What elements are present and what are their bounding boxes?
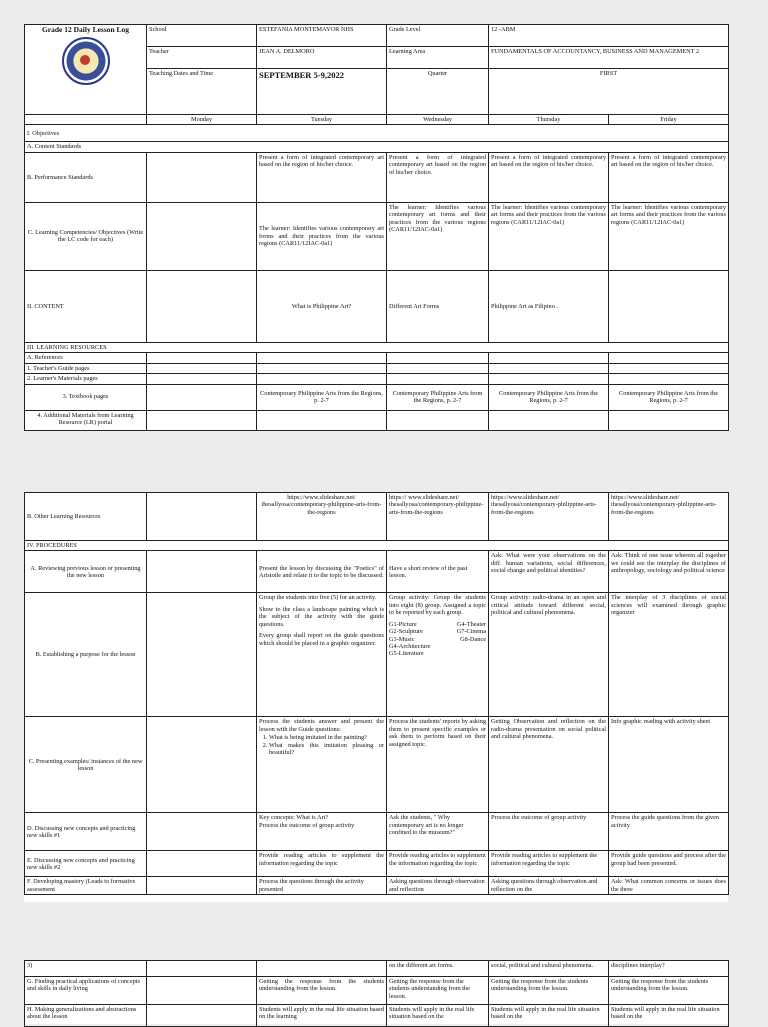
dates-value: SEPTEMBER 5-9,2022	[257, 69, 387, 115]
procedure-d-friday: Process the guide questions from the given activity	[609, 813, 729, 851]
procedure-a-label: A. Reviewing previous lesson or presenting the new lesson	[25, 551, 147, 593]
resource-link: https://www.slideshare.net/ thesallyosa/contemporary-philippine-arts-from-the-regions	[257, 493, 387, 541]
d-tue-line: Process the outcome of group activity	[259, 821, 355, 829]
group-item: G7-Cinema	[456, 628, 486, 636]
content-standards-heading: A. Content Standards	[25, 142, 729, 152]
cell	[147, 813, 257, 851]
b-wed-line: Group activity: Group the students into eight (8) group. Assigned a topic to be reported by each group.	[389, 594, 486, 617]
cell	[147, 977, 257, 1005]
dates-label: Teaching Dates and Time	[147, 69, 257, 115]
cell	[147, 851, 257, 877]
resources-heading: III. LEARNING RESOURCES	[25, 342, 729, 352]
day-header: Friday	[609, 115, 729, 125]
group-item: G4-Theater	[456, 620, 486, 628]
procedure-c-friday: Info graphic reading with activity sheet	[609, 717, 729, 813]
procedure-f-wednesday: Asking questions through observation and reflection	[387, 877, 489, 895]
group-item: G1-Picture	[389, 620, 417, 628]
d-tue-line: Key concepts: What is Art?	[259, 814, 329, 822]
textbook-text: Contemporary Philippine Arts from the Regions, p. 2-7	[387, 384, 489, 410]
guide-question: 2. What makes this imitation pleasing or beautiful?	[269, 742, 384, 757]
performance-text: Present a form of integrated contemporary art based on the region of his/her choice.	[387, 152, 489, 202]
procedure-h-thursday: Students will apply in the real life situation based on the	[489, 1005, 609, 1027]
group-item: G2-Sculpture	[389, 628, 423, 636]
procedure-f-label: F. Developing mastery (Leads to formative assessment	[25, 877, 147, 895]
b-tue-line: Group the students into five (5) for an activity.	[259, 594, 377, 602]
procedure-c-wednesday: Process the students' reports by asking them to present specific examples or ask them to perform based on their assigned topic.	[387, 717, 489, 813]
school-value: ESTEFANIA MONTEMAYOR NHS	[257, 25, 387, 47]
cell	[147, 593, 257, 717]
resource-link: https://www.slideshare.net/ thesallyosa/contemporary-philippine-arts-from-the-regions	[489, 493, 609, 541]
cell	[147, 202, 257, 270]
procedure-g-text: Getting the response from the students understanding from the lesson.	[387, 977, 489, 1005]
textbook-text: Contemporary Philippine Arts from the Regions, p. 2-7	[257, 384, 387, 410]
procedure-b-thursday: Group activity: radio-drama in an open and critical attitude toward different social, political and cultural phenomena.	[489, 593, 609, 717]
textbook-text: Contemporary Philippine Arts from the Regions, p. 2-7	[609, 384, 729, 410]
quarter-value: FIRST	[489, 69, 729, 115]
day-header: Monday	[147, 115, 257, 125]
c-tue-intro: Process the students answer and present the lesson with the Guide questions:	[259, 718, 384, 733]
procedure-f-friday-cont: disciplines interplay?	[609, 961, 729, 977]
lesson-log-table-3	[24, 960, 729, 1027]
procedure-c-label: C. Presenting examples/ instances of the new lesson	[25, 717, 147, 813]
procedure-a-wednesday: Have a short review of the past lesson.	[387, 551, 489, 593]
group-item: G5-Literature	[389, 650, 424, 658]
cell	[147, 961, 257, 977]
group-item: G3-Music	[389, 635, 415, 643]
procedure-h-tuesday: Students will apply in the real life situation based on the learning	[257, 1005, 387, 1027]
procedure-b-wednesday	[387, 593, 489, 717]
cell	[147, 551, 257, 593]
lesson-log-table-2	[24, 492, 729, 895]
resource-link: https://www.slideshare.net/ thesallyosa/contemporary-philippine-arts-from-the-regions	[609, 493, 729, 541]
page-1	[24, 24, 728, 430]
cell	[147, 152, 257, 202]
lm-label: 2. Learner's Materials pages	[25, 374, 147, 384]
area-label: Learning Area	[387, 47, 489, 69]
procedure-f-thursday-cont: social, political and cultural phenomena.	[489, 961, 609, 977]
day-header: Thursday	[489, 115, 609, 125]
cell	[147, 384, 257, 410]
procedure-e-friday: Provide guide questions and process after the group had been presented.	[609, 851, 729, 877]
procedure-f-wednesday-cont: on the different art forms.	[387, 961, 489, 977]
grade-label: Grade Level	[387, 25, 489, 47]
procedure-c-tuesday	[257, 717, 387, 813]
procedure-g-text: Getting the response from the students understanding from the lesson.	[257, 977, 387, 1005]
teacher-label: Teacher	[147, 47, 257, 69]
procedure-h-wednesday: Students will apply in the real life situation based on the	[387, 1005, 489, 1027]
day-header: Wednesday	[387, 115, 489, 125]
procedure-b-label: B. Establishing a purpose for the lesson	[25, 593, 147, 717]
procedure-f-tuesday: Process the questions through the activity presented	[257, 877, 387, 895]
performance-text: Present a form of integrated contemporary art based on the region of his/her choice.	[489, 152, 609, 202]
content-tuesday: What is Philippine Art?	[257, 270, 387, 342]
textbook-label: 3. Textbook pages	[25, 384, 147, 410]
grade-value: 12 -ABM	[489, 25, 729, 47]
textbook-text: Contemporary Philippine Arts from the Regions, p. 2-7	[489, 384, 609, 410]
competency-text: The learner: Identifies various contemporary art forms and their practices from the various regions (CAR11/12IAC-0a1)	[489, 202, 609, 270]
deped-seal-icon	[62, 37, 110, 85]
procedure-d-thursday: Process the outcome of group activity	[489, 813, 609, 851]
teacher-value: JEAN A. DELMORO	[257, 47, 387, 69]
performance-text: Present a form of integrated contemporary art based on the region of his/her choice.	[257, 152, 387, 202]
group-item: G4-Architecture	[389, 642, 431, 650]
lesson-log-table-1	[24, 24, 729, 431]
procedure-e-thursday: Provide reading articles to supplement the information regarding the topic	[489, 851, 609, 877]
procedure-g-text: Getting the response from the students understanding from the lesson.	[489, 977, 609, 1005]
guide-questions-list	[269, 734, 384, 756]
objectives-heading: I. Objectives	[25, 125, 729, 142]
procedure-c-thursday: Getting Observation and reflection on the radio-drama presentation on social political and cultural phenomena.	[489, 717, 609, 813]
cell	[147, 270, 257, 342]
procedure-a-friday: Ask: Think of one issue wherein all together we could see the interplay the disciplines of anthropology, sociology and political science	[609, 551, 729, 593]
competency-text: The learner: Identifies various contemporary art forms and their practices from the various regions (CAR11/12IAC-0a1)	[609, 202, 729, 270]
resource-link: https:// www.slideshare.net/ thesallyosa/contemporary-philippine-arts-from-the-regions	[387, 493, 489, 541]
procedure-h-friday: Students will apply in the real life situation based on the	[609, 1005, 729, 1027]
procedure-e-wednesday: Provide reading articles to supplement the information regarding the topic	[387, 851, 489, 877]
procedure-f-friday: Ask: What common concerns or issues does the three	[609, 877, 729, 895]
content-thursday: Philippine Art as Filipino .	[489, 270, 609, 342]
competencies-label: C. Learning Competencies/ Objectives (Write the LC code for each)	[25, 202, 147, 270]
procedure-f-continued: 3)	[25, 961, 147, 977]
header-title-cell	[25, 25, 147, 115]
references-label: A. References	[25, 353, 147, 363]
procedure-d-tuesday	[257, 813, 387, 851]
page-2	[24, 492, 728, 902]
guide-question: 1. What is being imitated in the painting?	[269, 734, 384, 741]
other-resources-label: B. Other Learning Resources	[25, 493, 147, 541]
tg-label: 1. Teacher's Guide pages	[25, 363, 147, 373]
procedure-a-thursday: Ask: What were your observations on the diff. human variations, social differences, social change and political identities?	[489, 551, 609, 593]
procedure-g-label: G. Finding practical applications of concepts and skills in daily living	[25, 977, 147, 1005]
competency-text: The learner: Identifies various contemporary art forms and their practices from the various regions (CAR11/12IAC-0a1)	[387, 202, 489, 270]
cell	[147, 717, 257, 813]
log-title: Grade 12 Daily Lesson Log	[41, 25, 130, 34]
performance-text: Present a form of integrated contemporary art based on the region of his/her choice.	[609, 152, 729, 202]
content-label: II. CONTENT	[25, 270, 147, 342]
day-blank	[25, 115, 147, 125]
day-header: Tuesday	[257, 115, 387, 125]
procedure-b-tuesday	[257, 593, 387, 717]
procedure-d-label: D. Discussing new concepts and practicing new skills #1	[25, 813, 147, 851]
procedure-e-label: E. Discussing new concepts and practicing new skills #2	[25, 851, 147, 877]
b-tue-line: Every group shall report on the guide questions which should be placed in a graphic organizer.	[259, 632, 384, 647]
procedure-g-text: Getting the response from the students understanding from the lesson.	[609, 977, 729, 1005]
lr-portal-label: 4. Additional Materials from Learning Resource (LR) portal	[25, 410, 147, 430]
procedure-b-friday: The interplay of 3 disciplines of social sciences will examined through graphic organizer	[609, 593, 729, 717]
group-item: G8-Dance	[460, 635, 486, 643]
performance-standards-label: B. Performance Standards	[25, 152, 147, 202]
area-value: FUNDAMENTALS OF ACCOUNTANCY, BUSINESS AND MANAGEMENT 2	[489, 47, 729, 69]
procedure-h-label: H. Making generalizations and abstractions about the lesson	[25, 1005, 147, 1027]
cell	[257, 961, 387, 977]
procedure-f-thursday: Asking questions through observation and reflection on the	[489, 877, 609, 895]
school-label: School	[147, 25, 257, 47]
cell	[609, 270, 729, 342]
content-wednesday: Different Art Forms	[387, 270, 489, 342]
page-3	[24, 960, 728, 1024]
procedure-e-tuesday: Provide reading articles to supplement the information regarding the topic	[257, 851, 387, 877]
competency-text: The learner: Identifies various contemporary art forms and their practices from the various regions (CAR11/12IAC-0a1)	[257, 202, 387, 270]
cell	[147, 1005, 257, 1027]
quarter-label: Quarter	[387, 69, 489, 115]
b-tue-line: Show to the class a landscape painting which is the subject of the activity with the guide questions.	[259, 605, 384, 628]
cell	[147, 493, 257, 541]
procedure-d-wednesday: Ask the students, " Why contemporary art is no longer confined to the museum?"	[387, 813, 489, 851]
procedures-heading: IV. PROCEDURES	[25, 541, 729, 551]
cell	[147, 877, 257, 895]
procedure-a-tuesday: Present the lesson by discussing the "Poetics" of Aristotle and relate it to the topic to be discussed.	[257, 551, 387, 593]
